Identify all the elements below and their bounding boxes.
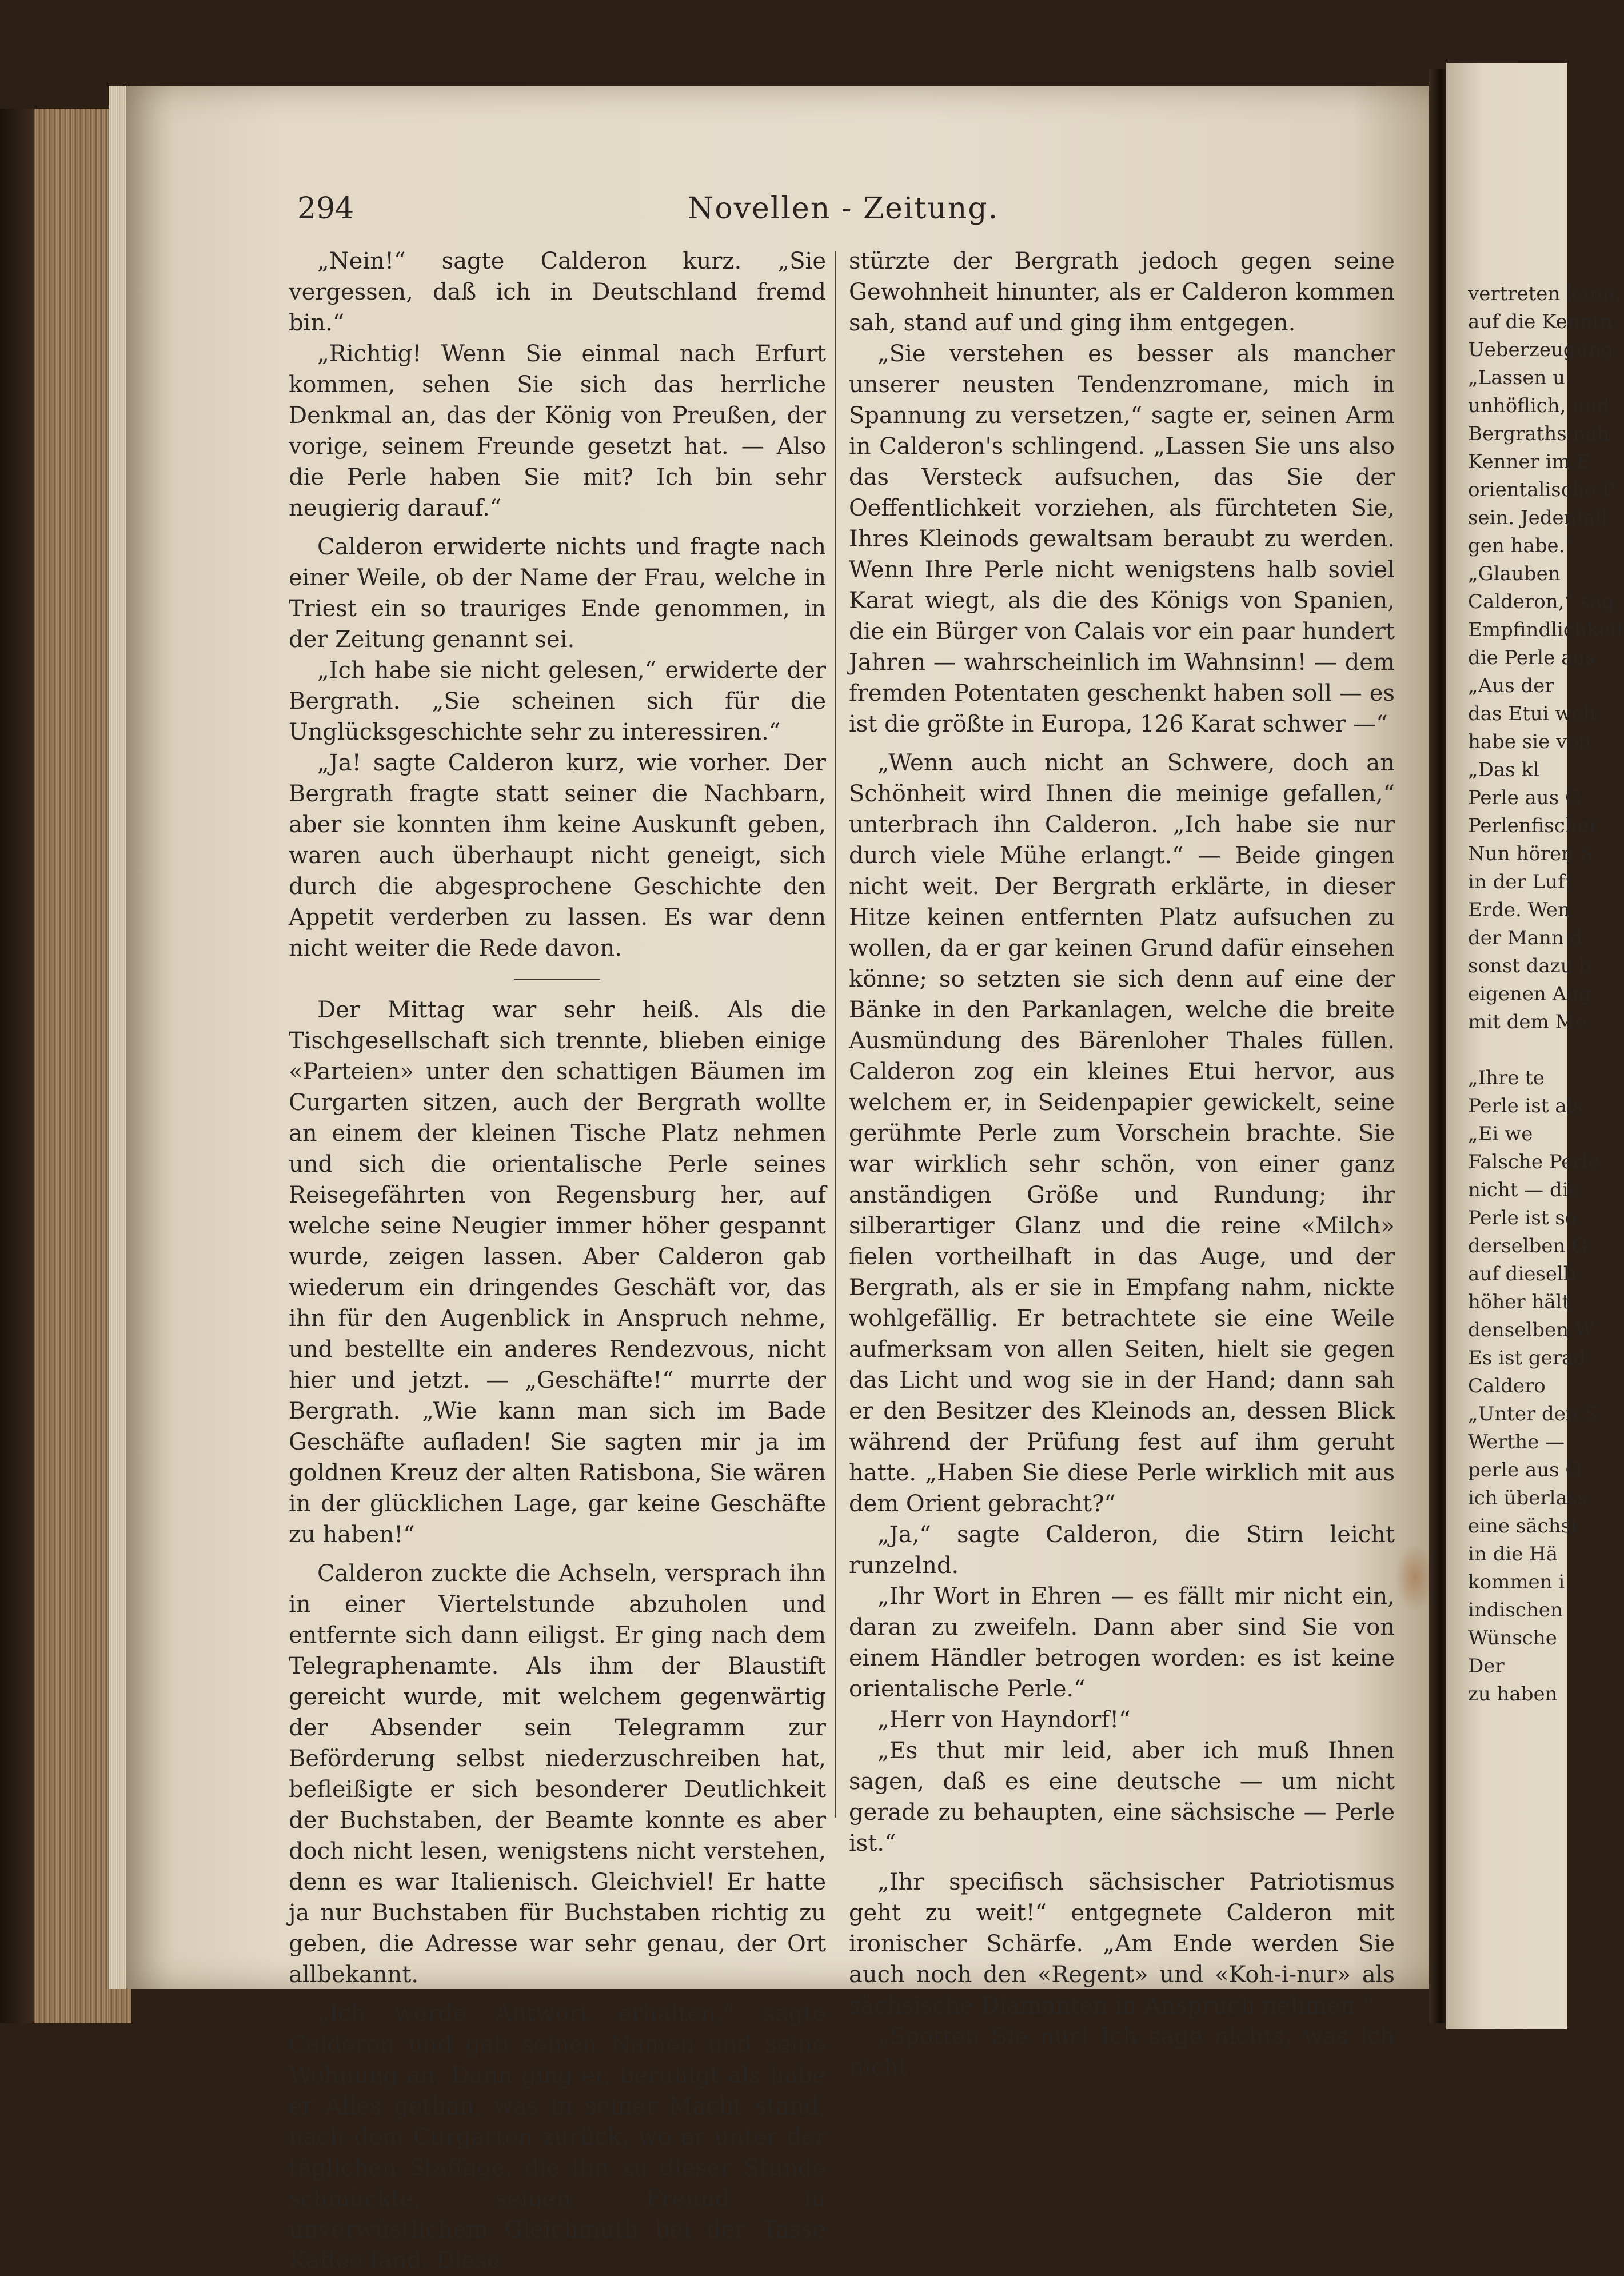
facing-page-line: Es ist gerad [1468, 1347, 1586, 1369]
facing-page-line: unhöflich, und [1468, 394, 1610, 417]
facing-page-line: ich überlass [1468, 1487, 1587, 1510]
facing-page-line: in der Luft [1468, 871, 1573, 893]
right-column [849, 246, 1395, 2081]
facing-page-line [1468, 1036, 1571, 1064]
paragraph: „Ich werde Antwort erhalten,“ sagte Calderon und gab seinen Namen und seine Wohnung an. Dann ging er, beruhigt als habe er Alles gethan, was in seiner Macht stand, nach dem Curgarten zurück, wo er unter der täglichen Staffage, die ihn zu dieser Stunde schmückte, seinen Freund in unverwüstlichem Gleichmuth bei der Tasse Kaffee fand. Diese [289, 2001, 826, 2274]
page-number: 294 [297, 191, 354, 226]
paragraph: Calderon erwiderte nichts und fragte nach einer Weile, ob der Name der Frau, welche in Triest ein so trauriges Ende genommen, in der Zeitung genannt sei. [289, 534, 826, 653]
paragraph: „Ihr Wort in Ehren — es fällt mir nicht ein, daran zu zweifeln. Dann aber sind Sie von einem Händler betrogen worden: es ist keine orientalische Perle.“ [849, 1583, 1395, 1702]
facing-page-line: Perle ist so [1468, 1207, 1577, 1229]
facing-page-line: habe sie von [1468, 730, 1591, 753]
facing-page-line: „Lassen u [1468, 366, 1566, 389]
facing-page-line: Caldero [1468, 1375, 1546, 1397]
facing-page-line: das Etui weh [1468, 702, 1596, 725]
facing-page-line: Erde. Wen [1468, 899, 1570, 921]
facing-page-line: Nun hören S [1468, 842, 1594, 865]
paragraph: „Sie verstehen es besser als mancher unserer neusten Tendenzromane, mich in Spannung zu versetzen,“ sagte er, seinen Arm in Calderon's schlingend. „Lassen Sie uns also das Versteck aufsuchen, das Sie der Oeffentlichkeit vorziehen, als fürchteten Sie, Ihres Kleinods gewaltsam beraubt zu werden. Wenn Ihre Perle nicht wenigstens halb soviel Karat wiegt, als die des Königs von Spanien, die ein Bürger von Calais vor ein paar hundert Jahren — wahrscheinlich im Wahnsinn! — dem fremden Potentaten geschenkt haben soll — es ist die größte in Europa, 126 Karat schwer —“ [849, 341, 1395, 737]
facing-page-line: Perlenfischer, [1468, 814, 1603, 837]
facing-page-line: Wünsche [1468, 1627, 1557, 1650]
facing-page-line: in die Hä [1468, 1543, 1558, 1566]
facing-page-line: „Ei we [1468, 1123, 1533, 1145]
paragraph: Der Mittag war sehr heiß. Als die Tischgesellschaft sich trennte, blieben einige «Parteien» unter den schattigen Bäumen im Curgarten sitzen, auch der Bergrath wollte an einem der kleinen Tische Platz nehmen und sich die orientalische Perle seines Reisegefährten von Regensburg her, auf welche seine Neugier immer höher gespannt wurde, zeigen lassen. Aber Calderon gab wiederum ein dringendes Geschäft vor, das ihn für den Augenblick in Anspruch nehme, und bestellte ein anderes Rendezvous, nicht hier und jetzt. — „Geschäfte!“ murrte der Bergrath. „Wie kann man sich im Bade Geschäfte aufladen! Sie sagten mir ja im goldnen Kreuz der alten Ratisbona, Sie wären in der glücklichen Lage, gar keine Geschäfte zu haben!“ [289, 997, 826, 1548]
facing-page-line: Perle ist als [1468, 1095, 1583, 1117]
facing-page-line: eine sächsi [1468, 1515, 1577, 1538]
facing-page-line: „Glauben [1468, 562, 1561, 585]
paragraph: „Richtig! Wenn Sie einmal nach Erfurt kommen, sehen Sie sich das herrliche Denkmal an, das der König von Preußen, der vorige, seinem Freunde gesetzt hat. — Also die Perle haben Sie mit? Ich bin sehr neugierig darauf.“ [289, 341, 826, 521]
book-cover-edge [0, 109, 34, 2023]
facing-page-line: auf dieselb [1468, 1263, 1576, 1285]
page-header [283, 191, 1403, 237]
facing-page-line: Bergraths nah [1468, 422, 1610, 445]
facing-page-line: Calderon,“ sag [1468, 590, 1615, 613]
facing-page-line: „Das kl [1468, 758, 1539, 781]
paragraph: „Es thut mir leid, aber ich muß Ihnen sagen, daß es eine deutsche — um nicht gerade zu behaupten, eine sächsische — Perle ist.“ [849, 1738, 1395, 1856]
facing-page-line: mit dem Me [1468, 1011, 1587, 1033]
facing-page-column [1468, 280, 1624, 1869]
facing-page [1446, 63, 1624, 2029]
facing-page-line: nicht — die [1468, 1179, 1580, 1201]
facing-page-line: Falsche Perle [1468, 1151, 1600, 1173]
facing-page-line: orientalische P [1468, 478, 1615, 501]
facing-page-line: „Ihre te [1468, 1067, 1545, 1089]
section-divider [514, 979, 600, 980]
facing-page-line: sein. Jedenfall [1468, 506, 1608, 529]
facing-page-line: der Mann d [1468, 927, 1583, 949]
facing-page-line: denselben W [1468, 1319, 1595, 1341]
facing-page-line: „Aus der [1468, 674, 1554, 697]
left-column [289, 246, 826, 2274]
column-divider [835, 251, 836, 1818]
facing-page-line: sonst dazu b [1468, 955, 1592, 977]
paragraph: „Spotten Sie nur! Ich sage nichts, was ich nicht [849, 2023, 1395, 2081]
facing-page-line: zu haben [1468, 1683, 1558, 1706]
paragraph: stürzte der Bergrath jedoch gegen seine Gewohnheit hinunter, als er Calderon kommen sah, stand auf und ging ihm entgegen. [849, 248, 1395, 336]
facing-page-line: vertreten kann. [1468, 282, 1621, 305]
paragraph: „Ja,“ sagte Calderon, die Stirn leicht runzelnd. [849, 1522, 1395, 1579]
facing-page-line: perle aus G [1468, 1459, 1581, 1482]
paragraph: „Wenn auch nicht an Schwere, doch an Schönheit wird Ihnen die meinige gefallen,“ unterbrach ihn Calderon. „Ich habe sie nur durch viele Mühe erlangt.“ — Beide gingen nicht weit. Der Bergrath erklärte, in dieser Hitze keinen entfernten Platz aufsuchen zu wollen, da er gar keinen Grund dafür einsehen könne; so setzten sie sich denn auf eine der Bänke in den Parkanlagen, welche die breite Ausmündung des Bärenloher Thales füllen. Calderon zog ein kleines Etui hervor, aus welchem er, in Seidenpapier gewickelt, seine gerühmte Perle zum Vorschein brachte. Sie war wirklich sehr schön, von einer ganz anständigen Größe und Rundung; ihr silberartiger Glanz und die reine «Milch» fielen vortheilhaft in das Auge, und der Bergrath, als er sie in Empfang nahm, nickte wohlgefällig. Er betrachtete sie eine Weile aufmerksam von allen Seiten, hielt sie gegen das Licht und wog sie in der Hand; dann sah er den Besitzer des Kleinods an, dessen Blick während der Prüfung fest auf ihm geruht hatte. „Haben Sie diese Perle wirklich mit aus dem Orient gebracht?“ [849, 750, 1395, 1517]
facing-page-line: Kenner im E [1468, 450, 1591, 473]
facing-page-line: höher hält, [1468, 1291, 1576, 1313]
paragraph: „Herr von Hayndorf!“ [877, 1707, 1131, 1733]
paragraph: „Nein!“ sagte Calderon kurz. „Sie vergessen, daß ich in Deutschland fremd bin.“ [289, 248, 826, 336]
facing-page-line: kommen i [1468, 1571, 1565, 1594]
paragraph: Calderon zuckte die Achseln, versprach ihn in einer Viertelstunde abzuholen und entfernte sich dann eiligst. Er ging nach dem Telegraphenamte. Als ihm der Blaustift gereicht wurde, mit welchem gegenwärtig der Absender sein Telegramm zur Beförderung selbst niederzuschreiben hat, befleißigte er sich besonderer Deutlichkeit der Buchstaben, der Beamte konnte es aber doch nicht lesen, wenigstens nicht verstehen, denn es war Italienisch. Gleichviel! Er hatte ja nur Buchstaben für Buchstaben richtig zu geben, die Adresse war sehr genau, der Ort allbekannt. [289, 1560, 826, 1988]
facing-page-line: Werthe — [1468, 1431, 1565, 1454]
paragraph: „Ja! sagte Calderon kurz, wie vorher. Der Bergrath fragte statt seiner die Nachbarn, aber sie konnten ihm keine Auskunft geben, waren auch überhaupt nicht geneigt, sich durch die abgesprochene Geschichte den Appetit verderben zu lassen. Es war denn nicht weiter die Rede davon. [289, 750, 826, 961]
facing-page-line: derselben G [1468, 1235, 1587, 1257]
facing-page-line: eigenen Aug [1468, 983, 1591, 1005]
facing-page-line: Der [1468, 1655, 1505, 1678]
facing-page-line: Ueberzeugung [1468, 338, 1614, 361]
paragraph: „Ihr specifisch sächsischer Patriotismus geht zu weit!“ entgegnete Calderon mit ironischer Schärfe. „Am Ende werden Sie auch noch den «Regent» und «Koh-i-nur» als sächsische Diamanten in Anspruch nehmen.“ [849, 1869, 1395, 2019]
facing-page-line: Empfindlichkeit [1468, 618, 1624, 641]
facing-page-line: auf die Kenntn [1468, 310, 1613, 333]
facing-page-line: „Unter den S [1468, 1403, 1598, 1426]
running-title: Novellen - Zeitung. [687, 191, 999, 226]
facing-page-line: gen habe.“ [1468, 534, 1575, 557]
facing-page-line: Perle aus G [1468, 786, 1581, 809]
paragraph: „Ich habe sie nicht gelesen,“ erwiderte der Bergrath. „Sie scheinen sich für die Unglücksgeschichte sehr zu interessiren.“ [289, 657, 826, 745]
page-stack-edge [109, 86, 126, 1989]
facing-page-line: indischen [1468, 1599, 1563, 1622]
facing-page-line: die Perle aus [1468, 646, 1595, 669]
